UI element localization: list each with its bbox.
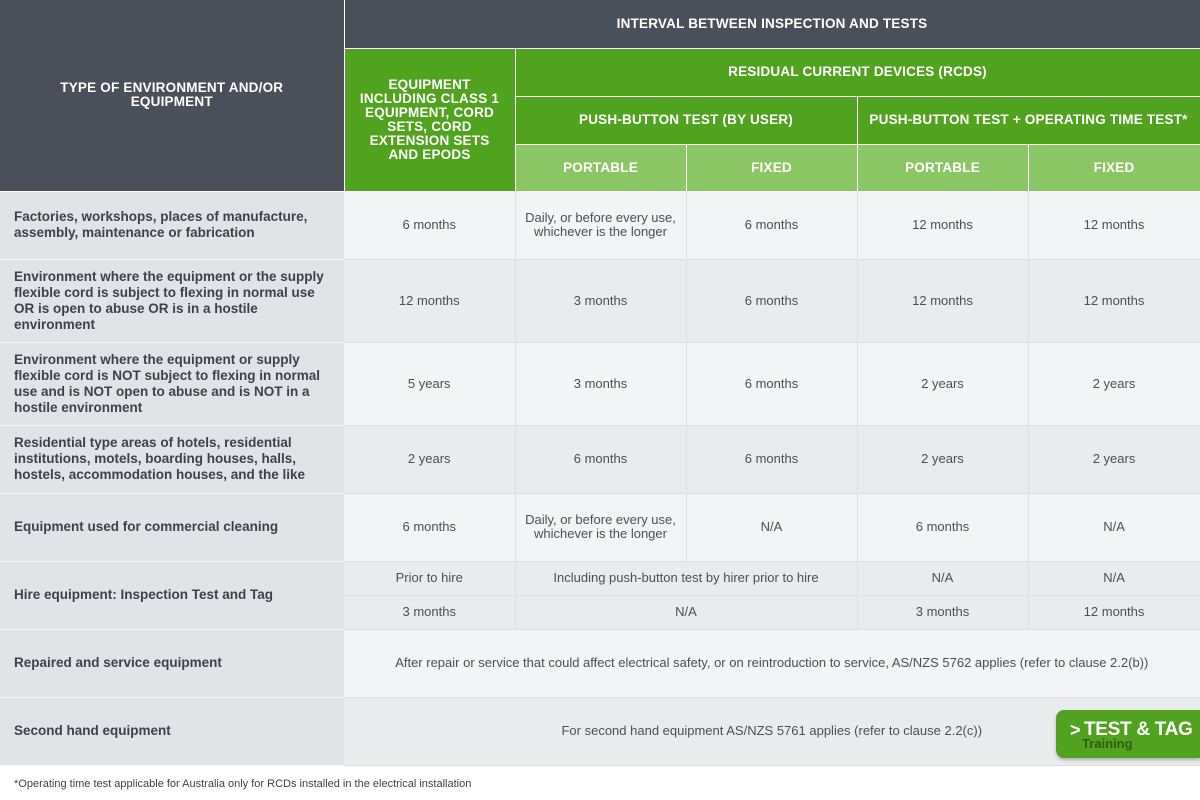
- header-equipment: EQUIPMENT INCLUDING CLASS 1 EQUIPMENT, CORD SETS, CORD EXTENSION SETS AND EPODS: [344, 48, 515, 191]
- row-type: Hire equipment: Inspection Test and Tag: [0, 561, 344, 629]
- table-row: [0, 697, 1200, 765]
- footnote: *Operating time test applicable for Australia only for RCDs installed in the electrical installation: [14, 778, 472, 790]
- cell-equipment: 3 months: [344, 595, 515, 629]
- cell-equipment: 6 months: [344, 191, 515, 259]
- cell-op-fixed: 2 years: [1028, 425, 1200, 493]
- cell-equipment: Prior to hire: [344, 561, 515, 595]
- table-row: [0, 561, 1200, 595]
- header-type-of-environment: TYPE OF ENVIRONMENT AND/OR EQUIPMENT: [0, 0, 344, 191]
- row-type: Residential type areas of hotels, residential institutions, motels, boarding houses, halls, hostels, accommodation houses, and the like: [0, 425, 344, 493]
- cell-op-fixed: 12 months: [1028, 259, 1200, 342]
- cell-repaired-text: After repair or service that could affect electrical safety, or on reintroduction to service, AS/NZS 5762 applies (refer to clause 2.2(b)): [344, 629, 1200, 697]
- cell-op-portable: N/A: [857, 561, 1028, 595]
- header-portable-user: PORTABLE: [515, 144, 686, 191]
- cell-op-portable: 3 months: [857, 595, 1028, 629]
- cell-op-portable: 12 months: [857, 259, 1028, 342]
- cell-op-portable: 2 years: [857, 425, 1028, 493]
- header-fixed-operating: FIXED: [1028, 144, 1200, 191]
- table-row: [0, 259, 1200, 342]
- cell-equipment: 6 months: [344, 493, 515, 561]
- table-row: [0, 493, 1200, 561]
- cell-push-portable: Daily, or before every use, whichever is the longer: [515, 191, 686, 259]
- cell-op-portable: 12 months: [857, 191, 1028, 259]
- table-row: [0, 191, 1200, 259]
- table-row: [0, 342, 1200, 425]
- row-type: Second hand equipment: [0, 697, 344, 765]
- cell-push-portable: 6 months: [515, 425, 686, 493]
- header-fixed-user: FIXED: [686, 144, 857, 191]
- cell-op-fixed: 2 years: [1028, 342, 1200, 425]
- cell-op-fixed: 12 months: [1028, 595, 1200, 629]
- cell-push-fixed: 6 months: [686, 259, 857, 342]
- header-push-button-user: PUSH-BUTTON TEST (BY USER): [515, 96, 857, 144]
- test-and-tag-logo: [1056, 710, 1200, 758]
- cell-op-fixed: 12 months: [1028, 191, 1200, 259]
- cell-push-combined: Including push-button test by hirer prior to hire: [515, 561, 857, 595]
- cell-op-portable: 2 years: [857, 342, 1028, 425]
- cell-second-hand-text: For second hand equipment AS/NZS 5761 applies (refer to clause 2.2(c)): [344, 697, 1200, 765]
- row-type: Environment where the equipment or supply flexible cord is NOT subject to flexing in normal use and is NOT open to abuse and is NOT in a hostile environment: [0, 342, 344, 425]
- cell-push-fixed: 6 months: [686, 191, 857, 259]
- header-rcds: RESIDUAL CURRENT DEVICES (RCDS): [515, 48, 1200, 96]
- cell-equipment: 12 months: [344, 259, 515, 342]
- row-type: Environment where the equipment or the supply flexible cord is subject to flexing in normal use OR is open to abuse OR is in a hostile environment: [0, 259, 344, 342]
- row-type: Repaired and service equipment: [0, 629, 344, 697]
- cell-equipment: 2 years: [344, 425, 515, 493]
- header-push-button-operating: PUSH-BUTTON TEST + OPERATING TIME TEST*: [857, 96, 1200, 144]
- table-row: [0, 425, 1200, 493]
- cell-op-portable: 6 months: [857, 493, 1028, 561]
- logo-title: TEST & TAG: [1084, 719, 1193, 740]
- cell-op-fixed: N/A: [1028, 561, 1200, 595]
- row-type: Factories, workshops, places of manufacture, assembly, maintenance or fabrication: [0, 191, 344, 259]
- cell-push-fixed: 6 months: [686, 342, 857, 425]
- header-portable-operating: PORTABLE: [857, 144, 1028, 191]
- chevron-right-icon: >: [1070, 720, 1081, 740]
- cell-push-fixed: 6 months: [686, 425, 857, 493]
- table-row: [0, 629, 1200, 697]
- cell-push-portable: 3 months: [515, 259, 686, 342]
- cell-push-fixed: N/A: [686, 493, 857, 561]
- cell-push-combined: N/A: [515, 595, 857, 629]
- row-type: Equipment used for commercial cleaning: [0, 493, 344, 561]
- cell-push-portable: Daily, or before every use, whichever is the longer: [515, 493, 686, 561]
- logo-subtitle: Training: [1082, 736, 1133, 751]
- cell-equipment: 5 years: [344, 342, 515, 425]
- cell-op-fixed: N/A: [1028, 493, 1200, 561]
- header-interval: INTERVAL BETWEEN INSPECTION AND TESTS: [344, 0, 1200, 48]
- cell-push-portable: 3 months: [515, 342, 686, 425]
